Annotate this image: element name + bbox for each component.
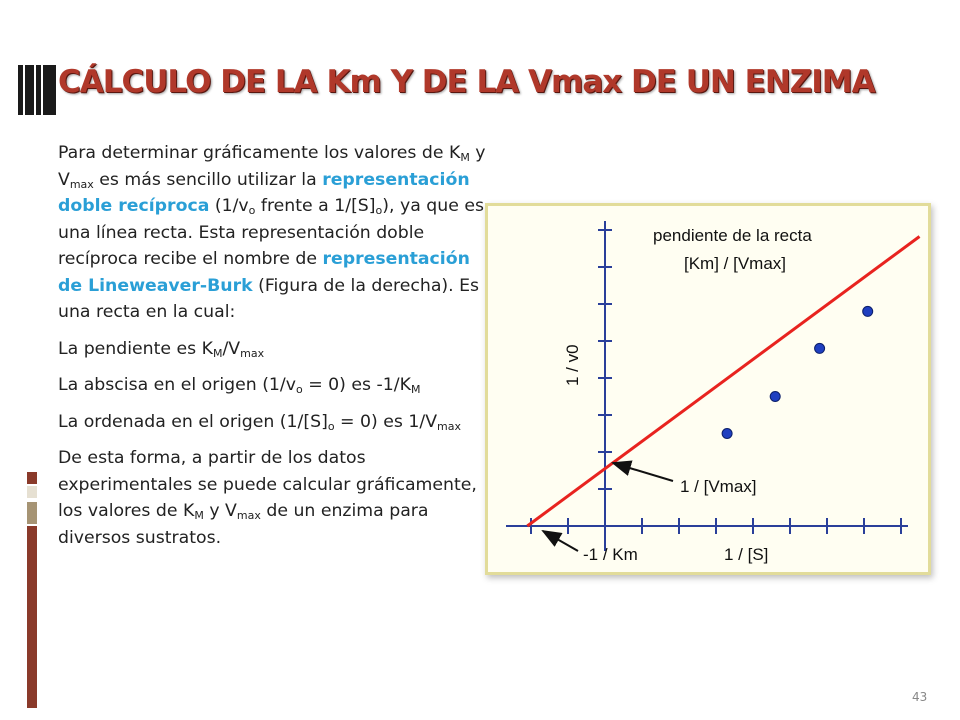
lineweaver-burk-plot [488, 206, 928, 572]
page-number: 43 [912, 690, 928, 704]
y-intercept-arrow [613, 463, 673, 481]
paragraph-slope: La pendiente es $K_M/V_{max}$ [58, 338, 265, 360]
x-axis-label: 1 / [S] [724, 545, 769, 564]
highlight-lineweaver-burk: representación de Lineweaver-Burk [58, 249, 470, 296]
data-point [815, 343, 825, 353]
data-point [770, 392, 780, 402]
data-point [722, 429, 732, 439]
accent-bar [27, 472, 37, 708]
paragraph-y-intercept: La ordenada en el origen $(1/[S]_o = 0)$ es $1/V_{max}$ [58, 411, 461, 433]
y-axis-label: 1 / v0 [563, 344, 582, 386]
paragraph-x-intercept: La abscisa en el origen $(1/v_o = 0)$ es $-1/K_M$ [58, 375, 421, 396]
slide-title: CÁLCULO DE LA Km Y DE LA Vmax DE UN ENZIMA [58, 64, 875, 100]
lineweaver-burk-figure [485, 203, 931, 575]
y-intercept-label: 1 / [Vmax] [680, 477, 757, 496]
highlight-double-reciprocal: representación doble recíproca [58, 169, 470, 216]
slope-formula-label: [Km] / [Vmax] [684, 254, 787, 273]
x-intercept-label: -1 / Km [583, 545, 638, 564]
slope-title-label: pendiente de la recta [653, 226, 812, 245]
data-points [722, 273, 928, 438]
paragraph-intro: Para determinar gráficamente los valores de $K_M$ y $V_{max}$ es más sencillo utilizar la representación doble recíproca ($1/v_o$ frente a $1/[S]_o$), ya que es una línea recta. Esta representación doble recíproca recibe el nombre de representación de Lineweaver-Burk (Figura de la derecha). Es una recta en la cual: [58, 143, 486, 322]
paragraph-conclusion: De esta forma, a partir de los datos experimentales se puede calcular gráficamente, los valores de $K_M$ y $V_{max}$ de un enzima para diversos sustratos. [58, 448, 477, 548]
x-intercept-arrow [543, 531, 578, 551]
presentation-logo-icon [18, 65, 56, 115]
explanation-text [58, 140, 490, 551]
data-point [863, 306, 873, 316]
